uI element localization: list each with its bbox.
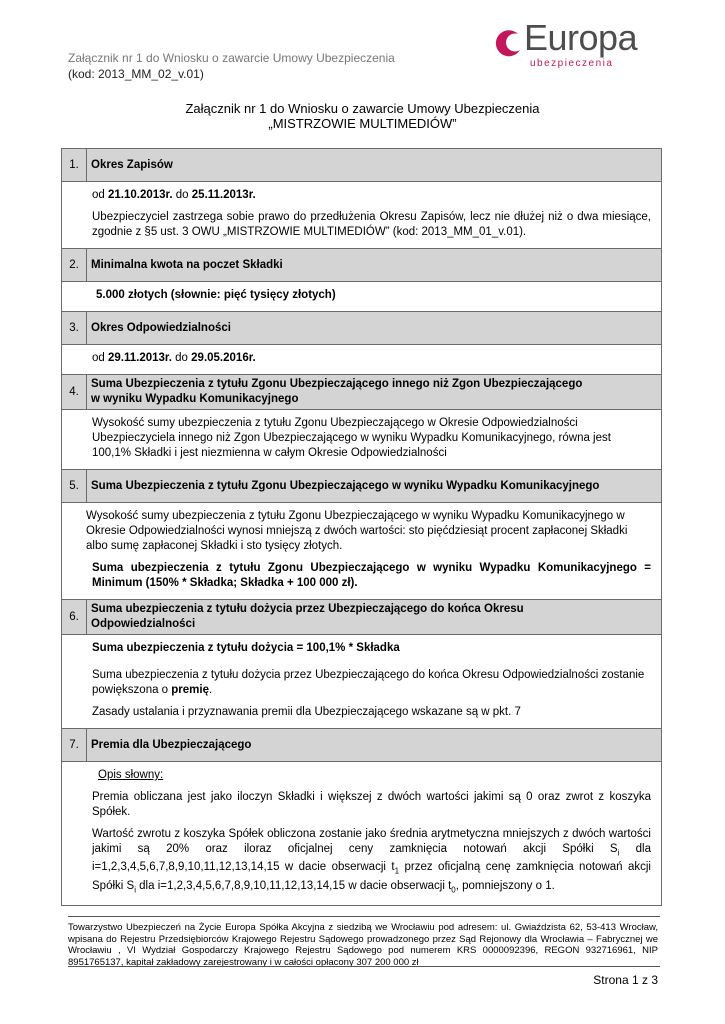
section-3-header [62, 312, 662, 345]
extension-clause: Ubezpieczyciel zastrzega sobie prawo do przedłużenia Okresu Zapisów, lecz nie dłużej niż o dwa miesiące, zgodnie z §5 ust. 3 OWU „MISTRZOWIE MULTIMEDIÓW” (kod: 2013_MM_01_v.01). [92, 211, 651, 238]
section-1-body [62, 182, 662, 249]
section-number: 5. [62, 470, 87, 503]
liability-dates: od 29.11.2013r. do 29.05.2016r. [92, 352, 256, 364]
section-number: 7. [62, 729, 87, 762]
accident-sum-formula: Suma ubezpieczenia z tytułu Zgonu Ubezpieczającego w wyniku Wypadku Komunikacyjnego = Minimum (150% * Składka; Składka + 100 000 zł). [92, 562, 651, 589]
section-heading: Suma ubezpieczenia z tytułu dożycia przez Ubezpieczającego do końca Okresu Odpowiedzialności [87, 600, 662, 635]
header-note [68, 50, 395, 82]
section-5-body [62, 503, 662, 600]
title-line-2: „MISTRZOWIE MULTIMEDIÓW” [268, 116, 457, 131]
accident-sum-text: Wysokość sumy ubezpieczenia z tytułu Zgonu Ubezpieczającego w wyniku Wypadku Komunikacyjnego w Okresie Odpowiedzialności wynosi mniejszą z dwóch wartości: sto pięćdziesiąt procent zapłaconej Składki albo sumę zapłaconej Składki i sto tysięcy złotych. [86, 510, 628, 552]
section-2-header [62, 249, 662, 282]
page-number: Strona 1 z 3 [593, 973, 658, 987]
section-heading: Minimalna kwota na poczet Składki [87, 249, 662, 282]
section-4-body [62, 410, 662, 470]
section-number: 2. [62, 249, 87, 282]
survival-sum-formula: Suma ubezpieczenia z tytułu dożycia = 100,1% * Składka [92, 642, 400, 654]
section-number: 4. [62, 375, 87, 410]
section-6-header [62, 600, 662, 635]
document-title [0, 101, 725, 131]
section-number: 1. [62, 149, 87, 182]
logo-word: Europa [524, 17, 638, 58]
section-number: 3. [62, 312, 87, 345]
section-5-header [62, 470, 662, 503]
section-1-header [62, 149, 662, 182]
section-heading: Suma Ubezpieczenia z tytułu Zgonu Ubezpieczającego innego niż Zgon Ubezpieczającego w wyniku Wypadku Komunikacyjnego [87, 375, 662, 410]
section-heading: Premia dla Ubezpieczającego [87, 729, 662, 762]
section-heading: Okres Zapisów [87, 149, 662, 182]
survival-sum-text: Suma ubezpieczenia z tytułu dożycia przez Ubezpieczającego do końca Okresu Odpowiedzialności zostanie powiększona o premię. [92, 669, 645, 696]
premium-rules-ref: Zasady ustalania i przyznawania premii dla Ubezpieczającego wskazane są w pkt. 7 [92, 706, 521, 718]
header-line-2: (kod: 2013_MM_02_v.01) [68, 67, 204, 81]
basket-return-definition: Wartość zwrotu z koszyka Spółek obliczona zostanie jako średnia arytmetyczna mniejszych z dwóch wartości jakimi są 20% oraz iloraz oficjalnej ceny zamknięcia notowań akcji Spółki $S_i$ dla i=1,2,3,4,5,6,7,8,9,10,11,12,13,14,15 w dacie obserwacji $t_1$ przez oficjalną cenę zamknięcia notowań akcji Spółki $S_i$ dla i=1,2,3,4,5,6,7,8,9,10,11,12,13,14,15 w dacie obserwacji $t_0$, pomniejszony o 1. [92, 828, 651, 894]
section-heading: Suma Ubezpieczenia z tytułu Zgonu Ubezpieczającego w wyniku Wypadku Komunikacyjnego [87, 470, 662, 503]
section-heading: Okres Odpowiedzialności [87, 312, 662, 345]
europa-logo [492, 17, 662, 72]
verbal-description-label: Opis słowny: [98, 769, 164, 781]
footer-divider-top [68, 916, 660, 917]
footer-divider [68, 966, 660, 967]
section-number: 6. [62, 600, 87, 635]
period-dates: od 21.10.2013r. do 25.11.2013r. [92, 189, 256, 201]
section-3-body [62, 345, 662, 375]
terms-table [61, 148, 662, 906]
section-6-body [62, 635, 662, 729]
section-7-body [62, 762, 662, 906]
company-footer: Towarzystwo Ubezpieczeń na Życie Europa Spółka Akcyjna z siedzibą we Wrocławiu pod adresem: ul. Gwiaździsta 62, 53-413 Wrocław, wpisana do Rejestru Przedsiębiorców Krajowego Rejestru Sądowego prowadzonego przez Sąd Rejonowy dla Wrocławia – Fabrycznej we Wrocławiu , VI Wydział Gospodarczy Krajowego Rejestru Sądowego pod numerem KRS 0000092396, REGON 932716961, NIP 8951765137, kapitał zakładowy zarejestrowany i w całości opłacony 307 200 000 zł [68, 922, 658, 968]
title-line-1: Załącznik nr 1 do Wniosku o zawarcie Umowy Ubezpieczenia [185, 101, 540, 116]
section-2-body [62, 282, 662, 312]
section-4-header [62, 375, 662, 410]
premium-definition: Premia obliczana jest jako iloczyn Składki i większej z dwóch wartości jakimi są 0 oraz zwrot z koszyka Spółek. [92, 791, 651, 818]
logo-swirl-icon [492, 26, 526, 60]
death-sum-text: Wysokość sumy ubezpieczenia z tytułu Zgonu Ubezpieczającego w Okresie Odpowiedzialności Ubezpieczyciela innego niż Zgon Ubezpieczającego w wyniku Wypadku Komunikacyjnego, równa jest 100,1% Składki i jest niezmienna w całym Okresie Odpowiedzialności [92, 417, 611, 459]
header-line-1: Załącznik nr 1 do Wniosku o zawarcie Umowy Ubezpieczenia [68, 51, 395, 65]
minimum-amount: 5.000 złotych (słownie: pięć tysięcy złotych) [96, 289, 336, 301]
logo-subtitle: ubezpieczenia [530, 58, 614, 69]
section-7-header [62, 729, 662, 762]
